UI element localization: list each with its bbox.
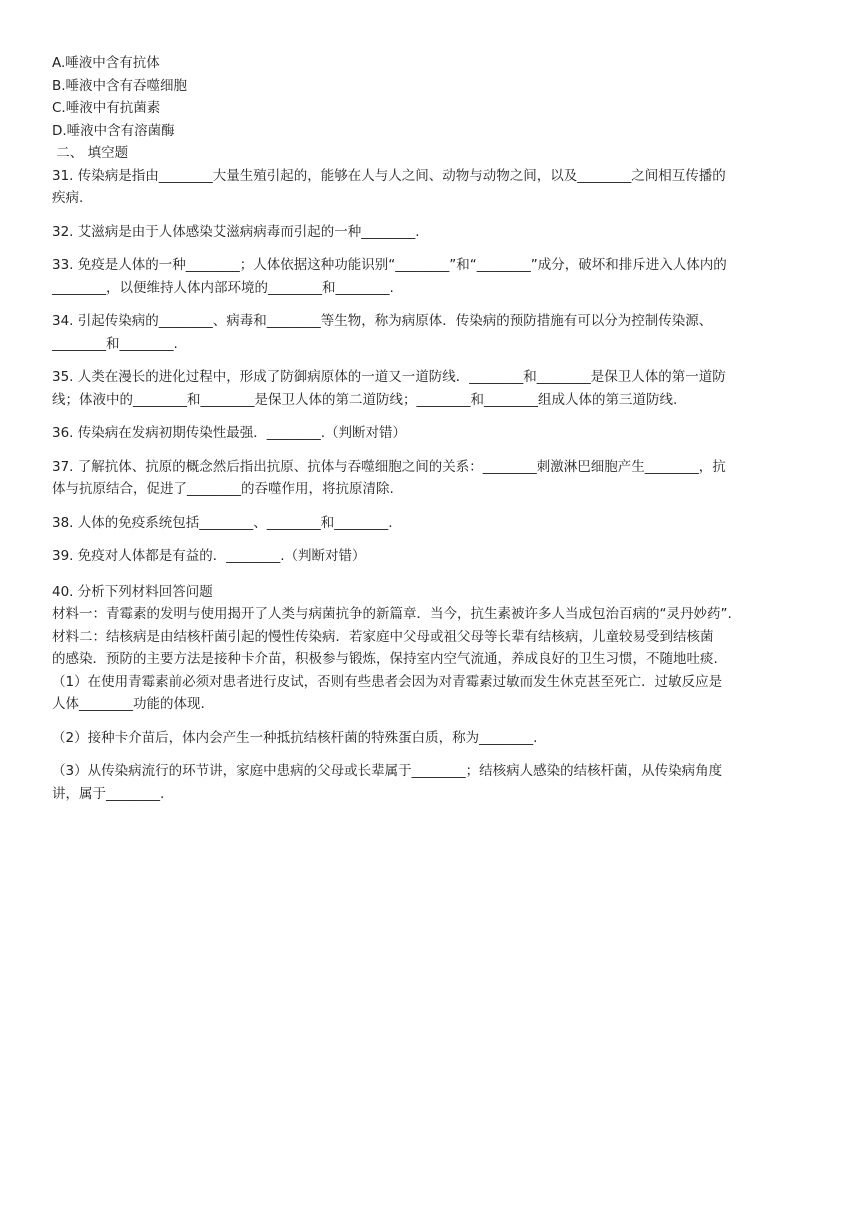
section-title: 二、 填空题 bbox=[52, 145, 129, 161]
question-31 bbox=[52, 165, 812, 210]
question-33-line-1: 33. 免疫是人体的一种________；人体依据这种功能识别“________”和“________”成分，破坏和排斥进入人体内的 bbox=[52, 257, 727, 273]
option-d: D.唾液中含有溶菌酶 bbox=[52, 122, 175, 139]
question-31-line-1: 31. 传染病是指由________大量生殖引起的，能够在人与人之间、动物与动物之间，以及________之间相互传播的 bbox=[52, 167, 726, 184]
option-b: B.唾液中含有吞噬细胞 bbox=[52, 77, 188, 94]
question-34 bbox=[52, 310, 812, 355]
question-40 bbox=[52, 581, 812, 806]
question-32 bbox=[52, 221, 812, 244]
question-37-line-1: 37. 了解抗体、抗原的概念然后指出抗原、抗体与吞噬细胞之间的关系：________刺激淋巴细胞产生________，抗 bbox=[52, 458, 726, 475]
sub-question-3-line-2: 讲，属于________. bbox=[52, 785, 165, 802]
question-39 bbox=[52, 545, 812, 568]
sub-question-1-line-2: 人体________功能的体现. bbox=[52, 696, 205, 712]
question-39-line-1: 39. 免疫对人体都是有益的．________.（判断对错） bbox=[52, 548, 366, 564]
question-35-line-2: 线；体液中的________和________是保卫人体的第二道防线；________和________组成人体的第三道防线. bbox=[52, 391, 678, 408]
question-37-line-2: 体与抗原结合，促进了________的吞噬作用，将抗原清除. bbox=[52, 481, 394, 497]
sub-question-3-line-1: （3）从传染病流行的环节讲，家庭中患病的父母或长辈属于________；结核病人感染的结核杆菌，从传染病角度 bbox=[52, 763, 723, 779]
question-36 bbox=[52, 422, 812, 445]
question-38 bbox=[52, 512, 812, 535]
material-line-3: 的感染．预防的主要方法是接种卡介苗，积极参与锻炼，保持室内空气流通，养成良好的卫生习惯，不随地吐痰. bbox=[52, 651, 718, 667]
question-33-line-2: ________，以便维持人体内部环境的________和________. bbox=[52, 279, 394, 296]
exam-page bbox=[52, 52, 812, 805]
question-35 bbox=[52, 366, 812, 411]
question-31-line-2: 疾病. bbox=[52, 190, 84, 206]
question-34-line-1: 34. 引起传染病的________、病毒和________等生物，称为病原体．传染病的预防措施有可以分为控制传染源、 bbox=[52, 313, 713, 329]
option-c: C.唾液中有抗菌素 bbox=[52, 100, 161, 116]
question-34-line-2: ________和________. bbox=[52, 335, 178, 352]
option-a: A.唾液中含有抗体 bbox=[52, 55, 160, 71]
material-line-1: 材料一：青霉素的发明与使用揭开了人类与病菌抗争的新篇章．当今，抗生素被许多人当成包治百病的“灵丹妙药”. bbox=[52, 606, 732, 622]
material-line-2: 材料二：结核病是由结核杆菌引起的慢性传染病．若家庭中父母或祖父母等长辈有结核病，儿童较易受到结核菌 bbox=[52, 628, 714, 645]
question-38-line-1: 38. 人体的免疫系统包括________、________和________. bbox=[52, 514, 393, 531]
question-33 bbox=[52, 254, 812, 299]
question-37 bbox=[52, 456, 812, 501]
sub-question-1-line-1: （1）在使用青霉素前必须对患者进行皮试，否则有些患者会因为对青霉素过敏而发生休克甚至死亡．过敏反应是 bbox=[52, 673, 723, 690]
question-40-title: 40. 分析下列材料回答问题 bbox=[52, 583, 213, 600]
question-32-line-1: 32. 艾滋病是由于人体感染艾滋病病毒而引起的一种________. bbox=[52, 223, 420, 240]
question-36-line-1: 36. 传染病在发病初期传染性最强．________.（判断对错） bbox=[52, 425, 407, 441]
sub-question-2-line-1: （2）接种卡介苗后，体内会产生一种抵抗结核杆菌的特殊蛋白质，称为________. bbox=[52, 729, 538, 746]
question-35-line-1: 35. 人类在漫长的进化过程中，形成了防御病原体的一道又一道防线．________和________是保卫人体的第一道防 bbox=[52, 369, 726, 385]
choice-options bbox=[52, 52, 812, 142]
